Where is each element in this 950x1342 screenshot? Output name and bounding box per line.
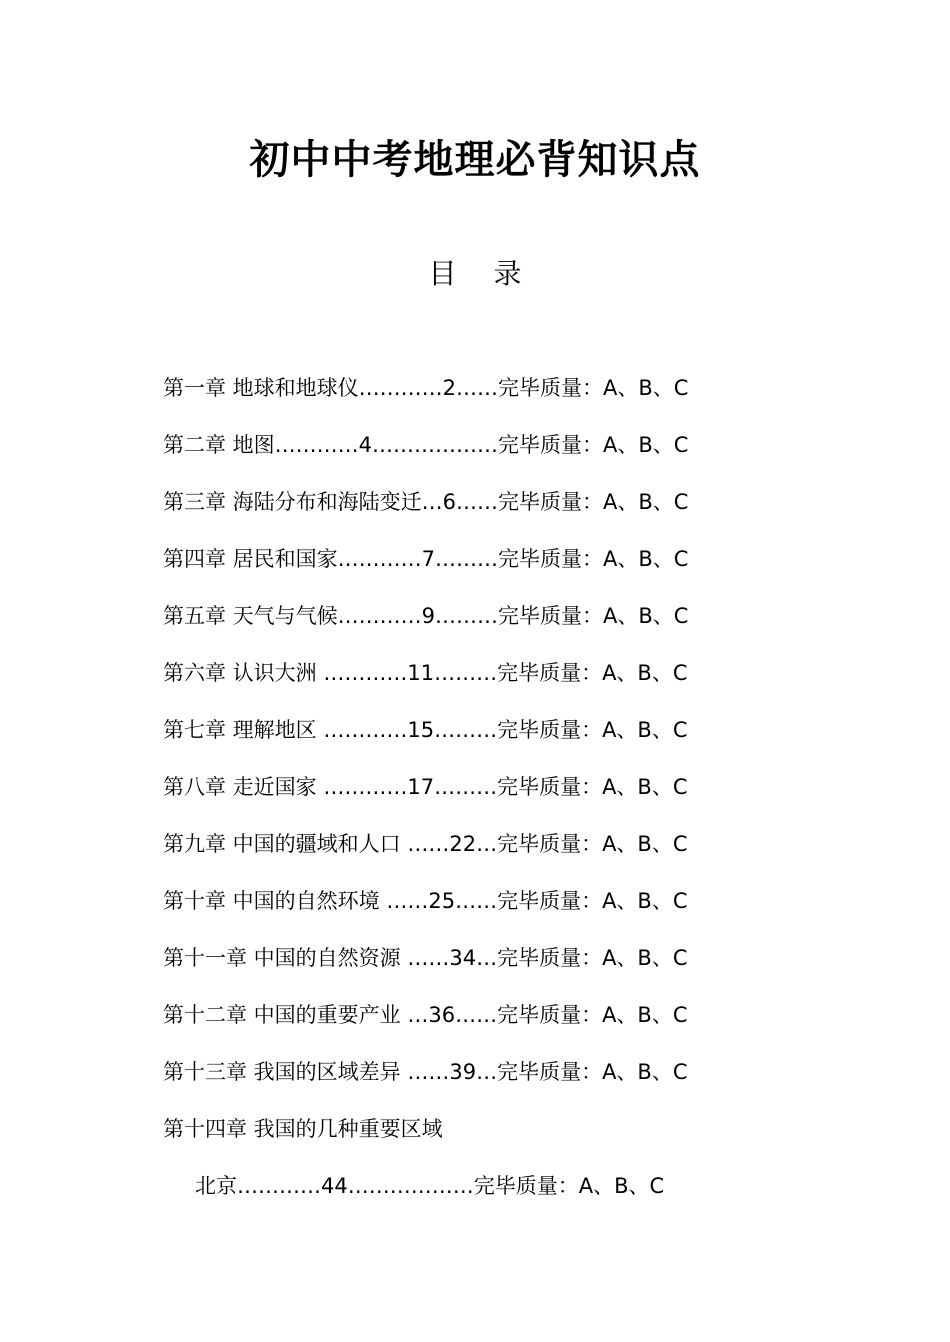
toc-entry-chapter-11: 第十一章 中国的自然资源 ……34…完毕质量：A、B、C <box>163 946 688 970</box>
toc-entry-chapter-13: 第十三章 我国的区域差异 ……39…完毕质量：A、B、C <box>163 1060 688 1084</box>
toc-entry-chapter-5: 第五章 天气与气候…………9………完毕质量：A、B、C <box>163 604 689 628</box>
toc-entry-chapter-10: 第十章 中国的自然环境 ……25……完毕质量：A、B、C <box>163 889 688 913</box>
toc-entry-chapter-8: 第八章 走近国家 …………17………完毕质量：A、B、C <box>163 775 688 799</box>
toc-entry-chapter-6: 第六章 认识大洲 …………11………完毕质量：A、B、C <box>163 661 688 685</box>
page-title: 初中中考地理必背知识点 <box>249 136 701 183</box>
toc-heading: 目 录 <box>428 257 522 290</box>
table-of-contents <box>163 368 883 1223</box>
toc-subentry-beijing: 北京…………44………………完毕质量：A、B、C <box>195 1174 665 1198</box>
toc-entry-chapter-4: 第四章 居民和国家…………7………完毕质量：A、B、C <box>163 547 689 571</box>
toc-entry-chapter-9: 第九章 中国的疆域和人口 ……22…完毕质量：A、B、C <box>163 832 688 856</box>
toc-entry-chapter-3: 第三章 海陆分布和海陆变迁…6……完毕质量：A、B、C <box>163 490 689 514</box>
toc-entry-chapter-7: 第七章 理解地区 …………15………完毕质量：A、B、C <box>163 718 688 742</box>
toc-entry-chapter-1: 第一章 地球和地球仪…………2……完毕质量：A、B、C <box>163 376 689 400</box>
toc-entry-chapter-12: 第十二章 中国的重要产业 …36……完毕质量：A、B、C <box>163 1003 688 1027</box>
toc-entry-chapter-14: 第十四章 我国的几种重要区域 <box>163 1117 443 1141</box>
toc-entry-chapter-2: 第二章 地图…………4………………完毕质量：A、B、C <box>163 433 689 457</box>
